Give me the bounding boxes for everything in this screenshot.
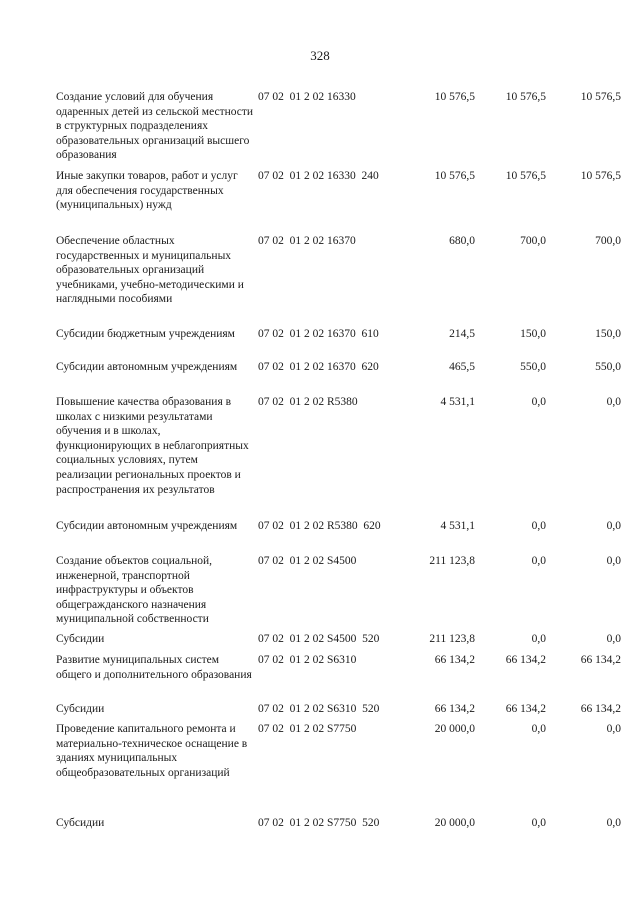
row-value-2: 66 134,2 <box>505 654 546 666</box>
row-value-1: 20 000,0 <box>434 723 475 735</box>
row-value-2: 0,0 <box>531 633 546 645</box>
row-value-2: 10 576,5 <box>505 91 546 103</box>
row-value-1: 10 576,5 <box>434 170 475 182</box>
row-code: 07 02 01 2 02 S4500 <box>258 555 357 567</box>
row-code: 07 02 01 2 02 R5380 620 <box>258 520 381 532</box>
row-value-1: 680,0 <box>449 235 475 247</box>
row-value-3: 66 134,2 <box>580 703 621 715</box>
row-value-2: 10 576,5 <box>505 170 546 182</box>
row-code: 07 02 01 2 02 S7750 <box>258 723 357 735</box>
row-name: Субсидии <box>56 633 105 645</box>
row-value-3: 0,0 <box>606 817 621 829</box>
row-value-1: 66 134,2 <box>434 703 475 715</box>
page-number: 328 <box>310 48 330 63</box>
row-value-3: 150,0 <box>595 328 621 340</box>
row-value-3: 550,0 <box>595 361 621 373</box>
row-code: 07 02 01 2 02 16370 <box>258 235 356 247</box>
row-value-3: 10 576,5 <box>580 91 621 103</box>
row-value-1: 465,5 <box>449 361 475 373</box>
row-value-1: 4 531,1 <box>440 520 475 532</box>
row-value-2: 0,0 <box>531 817 546 829</box>
row-name: Субсидии автономным учреждениям <box>56 520 238 532</box>
row-code: 07 02 01 2 02 S7750 520 <box>258 817 380 829</box>
row-value-3: 10 576,5 <box>580 170 621 182</box>
row-value-2: 700,0 <box>520 235 546 247</box>
row-name: Субсидии <box>56 703 105 715</box>
row-value-2: 0,0 <box>531 723 546 735</box>
row-value-2: 550,0 <box>520 361 546 373</box>
row-value-2: 66 134,2 <box>505 703 546 715</box>
row-code: 07 02 01 2 02 16370 620 <box>258 361 379 373</box>
row-value-1: 66 134,2 <box>434 654 475 666</box>
row-name: Создание условий для обучения одаренных детей из сельской местности в структурных подразделениях образовательных организаций высшего образования <box>56 91 254 162</box>
row-name: Обеспечение областных государственных и муниципальных образовательных организаций учебниками, учебно-методическими и наглядными пособиями <box>56 235 244 306</box>
row-value-2: 0,0 <box>531 555 546 567</box>
row-value-3: 0,0 <box>606 396 621 408</box>
row-name: Субсидии <box>56 817 105 829</box>
row-value-1: 20 000,0 <box>434 817 475 829</box>
row-value-3: 0,0 <box>606 520 621 532</box>
row-code: 07 02 01 2 02 S6310 <box>258 654 357 666</box>
row-value-3: 66 134,2 <box>580 654 621 666</box>
row-value-1: 214,5 <box>449 328 475 340</box>
row-value-3: 0,0 <box>606 723 621 735</box>
row-value-2: 150,0 <box>520 328 546 340</box>
row-value-3: 0,0 <box>606 555 621 567</box>
row-name: Субсидии автономным учреждениям <box>56 361 238 373</box>
row-value-2: 0,0 <box>531 396 546 408</box>
row-code: 07 02 01 2 02 16370 610 <box>258 328 379 340</box>
row-code: 07 02 01 2 02 S4500 520 <box>258 633 380 645</box>
row-code: 07 02 01 2 02 S6310 520 <box>258 703 380 715</box>
row-name: Иные закупки товаров, работ и услуг для обеспечения государственных (муниципальных) нужд <box>56 170 238 212</box>
row-value-1: 211 123,8 <box>429 633 475 645</box>
row-name: Субсидии бюджетным учреждениям <box>56 328 235 340</box>
row-name: Повышение качества образования в школах с низкими результатами обучения и в школах, функционирующих в неблагоприятных социальных условиях, путем реализации региональных проектов и распространения их результатов <box>56 396 249 496</box>
row-value-2: 0,0 <box>531 520 546 532</box>
row-code: 07 02 01 2 02 16330 240 <box>258 170 379 182</box>
row-value-3: 0,0 <box>606 633 621 645</box>
row-value-1: 10 576,5 <box>434 91 475 103</box>
row-code: 07 02 01 2 02 R5380 <box>258 396 358 408</box>
row-name: Создание объектов социальной, инженерной, транспортной инфраструктуры и объектов общегражданского назначения муниципальной собственности <box>56 555 213 626</box>
row-name: Проведение капитального ремонта и материально-техническое оснащение в зданиях муниципальных общеобразовательных организаций <box>56 723 248 779</box>
row-name: Развитие муниципальных систем общего и дополнительного образования <box>56 654 252 681</box>
row-value-1: 4 531,1 <box>440 396 475 408</box>
row-code: 07 02 01 2 02 16330 <box>258 91 356 103</box>
row-value-1: 211 123,8 <box>429 555 475 567</box>
row-value-3: 700,0 <box>595 235 621 247</box>
